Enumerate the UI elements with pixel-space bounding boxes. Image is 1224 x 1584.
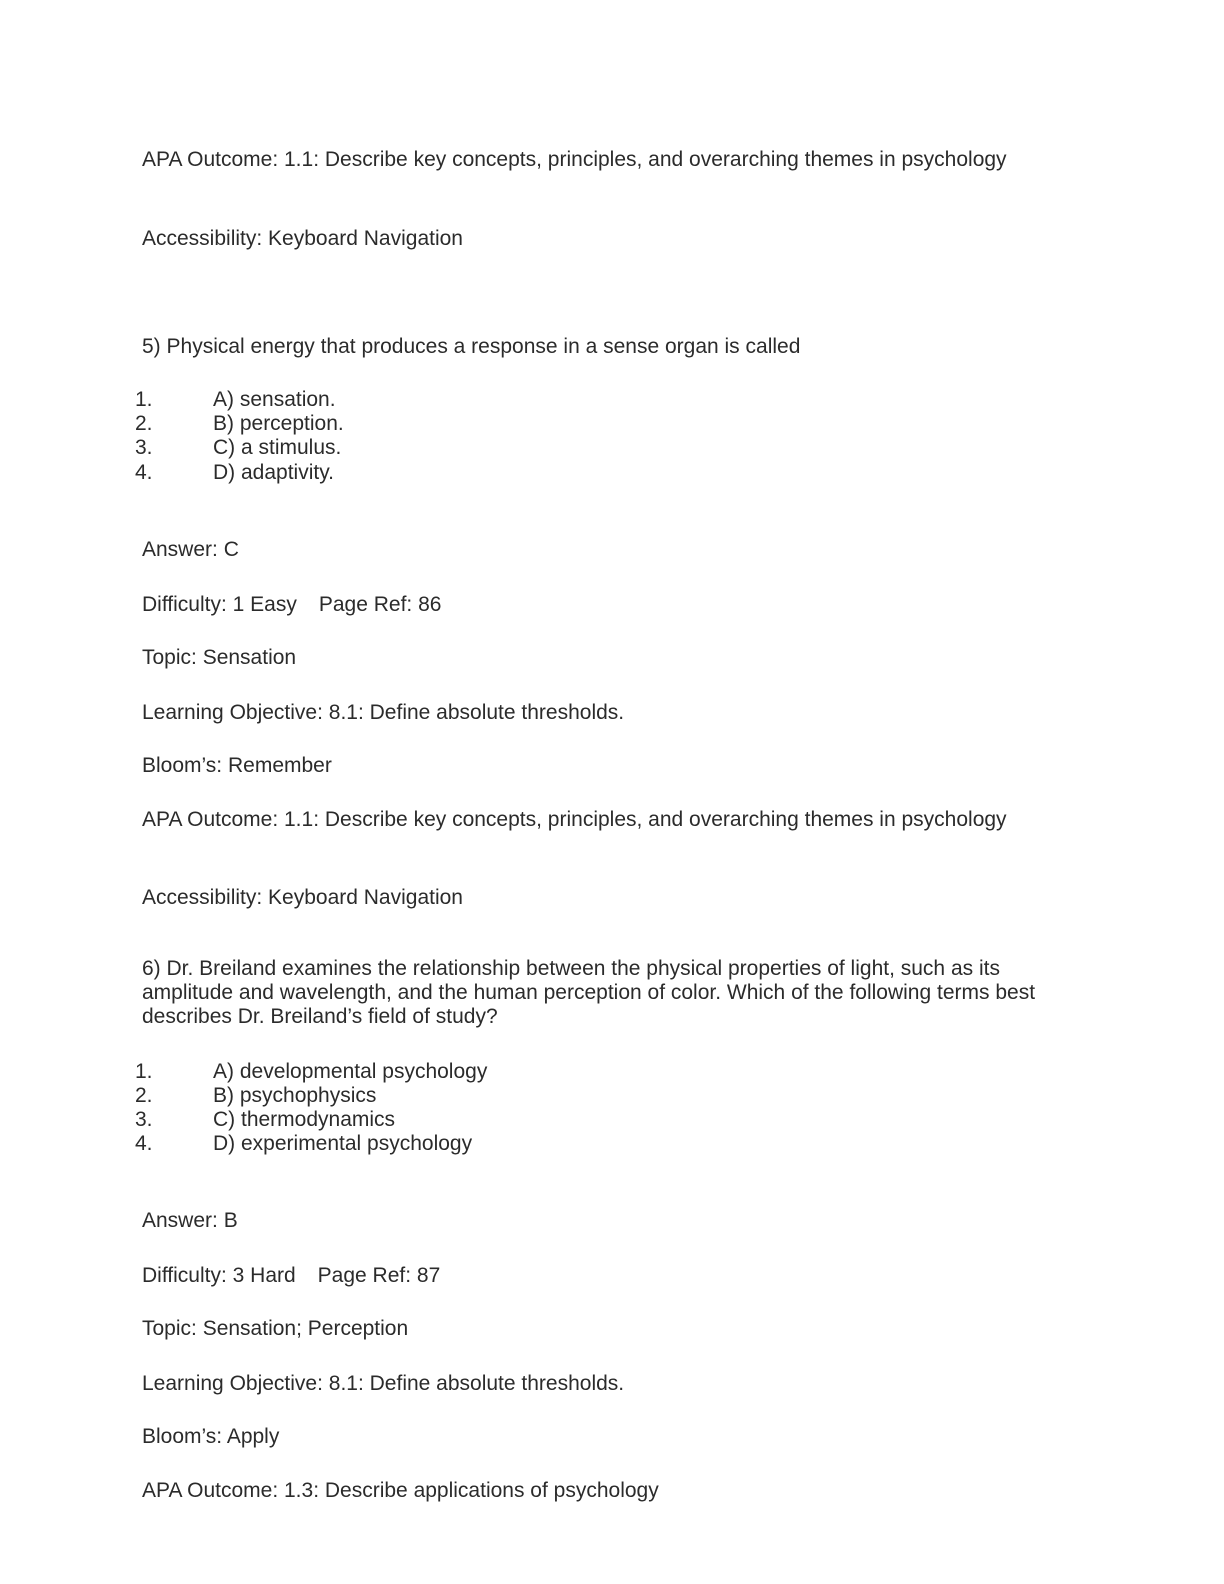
option-number: 4. [135,1132,153,1155]
q5-page-ref: Page Ref: 86 [318,593,442,616]
q5-learning-objective: Learning Objective: 8.1: Define absolute thresholds. [142,701,625,724]
q5-option-a [135,388,336,412]
option-text: D) experimental psychology [213,1132,473,1155]
option-text: D) adaptivity. [213,461,334,484]
option-number: 3. [135,1108,153,1131]
accessibility-q4: Accessibility: Keyboard Navigation [142,227,463,250]
q5-blooms: Bloom’s: Remember [142,754,332,777]
q6-option-a [135,1060,487,1084]
q5-difficulty: Difficulty: 1 Easy [142,593,297,616]
option-number: 2. [135,1084,153,1107]
q6-option-d [135,1132,472,1156]
option-text: C) a stimulus. [213,436,342,459]
apa-outcome-q4: APA Outcome: 1.1: Describe key concepts, principles, and overarching themes in psychology [142,148,1007,171]
q5-answer: Answer: C [142,538,239,561]
q6-option-b [135,1084,376,1108]
q6-blooms: Bloom’s: Apply [142,1425,280,1448]
q6-topic: Topic: Sensation; Perception [142,1317,409,1340]
option-number: 2. [135,412,153,435]
option-text: A) developmental psychology [213,1060,488,1083]
q5-difficulty-row [142,593,441,617]
q6-answer: Answer: B [142,1209,238,1232]
option-text: A) sensation. [213,388,336,411]
q6-page-ref: Page Ref: 87 [317,1264,441,1287]
question-6-stem: 6) Dr. Breiland examines the relationship between the physical properties of light, such as its amplitude and wavelength, and the human perception of color. Which of the following terms best describes Dr. Breiland’s field of study? [142,957,1036,1028]
option-text: B) psychophysics [213,1084,377,1107]
option-number: 1. [135,388,153,411]
q5-option-c [135,436,341,460]
q5-apa-outcome: APA Outcome: 1.1: Describe key concepts, principles, and overarching themes in psychology [142,808,1007,831]
q6-difficulty: Difficulty: 3 Hard [142,1264,296,1287]
option-text: C) thermodynamics [213,1108,396,1131]
q5-topic: Topic: Sensation [142,646,297,669]
option-number: 1. [135,1060,153,1083]
q6-apa-outcome: APA Outcome: 1.3: Describe applications of psychology [142,1479,659,1502]
option-text: B) perception. [213,412,344,435]
q6-option-c [135,1108,395,1132]
question-5-stem: 5) Physical energy that produces a response in a sense organ is called [142,335,801,358]
option-number: 3. [135,436,153,459]
q6-learning-objective: Learning Objective: 8.1: Define absolute thresholds. [142,1372,625,1395]
q5-option-b [135,412,344,436]
q5-option-d [135,461,334,485]
q6-difficulty-row [142,1264,440,1288]
q5-accessibility: Accessibility: Keyboard Navigation [142,886,463,909]
option-number: 4. [135,461,153,484]
